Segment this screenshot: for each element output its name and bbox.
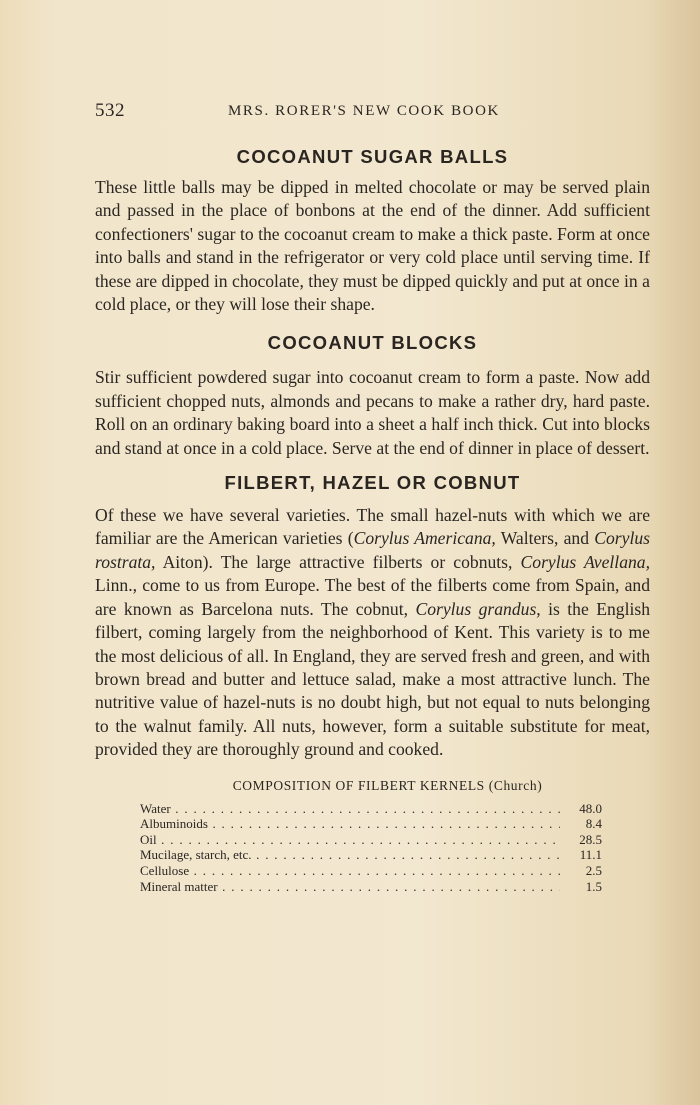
running-title: MRS. RORER'S NEW COOK BOOK	[228, 103, 500, 119]
table-row	[140, 847, 602, 863]
row-value: 11.1	[579, 847, 602, 863]
species-name: Corylus rostrata,	[95, 528, 650, 572]
table-row	[140, 801, 602, 817]
section-heading-cocoanut-sugar-balls: COCOANUT SUGAR BALLS	[236, 146, 509, 167]
table-row	[140, 816, 602, 832]
species-name: Corylus grandus,	[415, 598, 541, 619]
row-label: Mucilage, starch, etc. . . .	[140, 847, 560, 863]
composition-table-title: COMPOSITION OF FILBERT KERNELS (Church)	[232, 777, 543, 793]
table-row	[140, 863, 602, 879]
page-content	[95, 144, 650, 894]
section-heading-filbert: FILBERT, HAZEL OR COBNUT	[224, 472, 521, 494]
row-label: Oil . . .	[140, 832, 560, 848]
table-row	[140, 879, 602, 895]
filbert-text: is the English filbert, coming largely from the neighborhood of Kent. This variety is to me the most delicious of all. In England, they are served fresh and green, and with brown bread and butter and lettuce salad, make a most attractive lunch. The nutritive value of hazel-nuts is no doubt high, but not equal to nuts belonging to the walnut family. All nuts, however, form a suitable substitute for meat, provided they are thoroughly ground and cooked.	[95, 598, 650, 760]
filbert-text: Aiton). The large attractive filberts or cobnuts,	[155, 551, 521, 572]
page-number: 532	[95, 100, 125, 121]
row-value: 8.4	[585, 816, 602, 832]
row-value: 2.5	[585, 862, 602, 878]
species-name: Corylus Avellana,	[520, 551, 650, 572]
row-value: 1.5	[585, 878, 602, 894]
section-body-cocoanut-blocks: Stir sufficient powdered sugar into cocoanut cream to form a paste. Now add sufficient chopped nuts, almonds and pecans to make a rather dry, hard paste. Roll on an ordinary baking board into a sheet a half inch thick. Cut into blocks and stand at once in a cold place. Serve at the end of dinner in place of dessert.	[95, 367, 650, 458]
filbert-text: Of these we have several varieties. The small hazel-nuts with which we are familiar are the American varieties (	[95, 505, 650, 549]
section-body-cocoanut-sugar-balls: These little balls may be dipped in melted chocolate or may be served plain and passed in the place of bonbons at the end of the dinner. Add sufficient confectioners' sugar to the cocoanut cream to make a thick paste. Form at once into balls and stand in the refrigerator or very cold place until serving time. If these are dipped in chocolate, they must be dipped quickly and put at once in a cold place, or they will lose their shape.	[95, 177, 650, 315]
page-header	[95, 100, 655, 124]
row-label: Albuminoids . . .	[140, 816, 560, 832]
section-heading-cocoanut-blocks: COCOANUT BLOCKS	[267, 332, 478, 354]
section-body-filbert	[95, 504, 650, 761]
composition-table	[140, 801, 602, 895]
species-name: Corylus Americana,	[353, 528, 496, 549]
filbert-text: Walters, and	[495, 528, 595, 549]
row-label: Water . . .	[140, 801, 560, 817]
table-row	[140, 832, 602, 848]
row-value: 28.5	[579, 831, 602, 847]
row-value: 48.0	[579, 800, 602, 816]
row-label: Mineral matter . . .	[140, 879, 560, 895]
row-label: Cellulose . . .	[140, 863, 560, 879]
filbert-text: Linn., come to us from Europe. The best of the filberts come from Spain, and are known as Barcelona nuts. The cobnut,	[95, 575, 650, 619]
